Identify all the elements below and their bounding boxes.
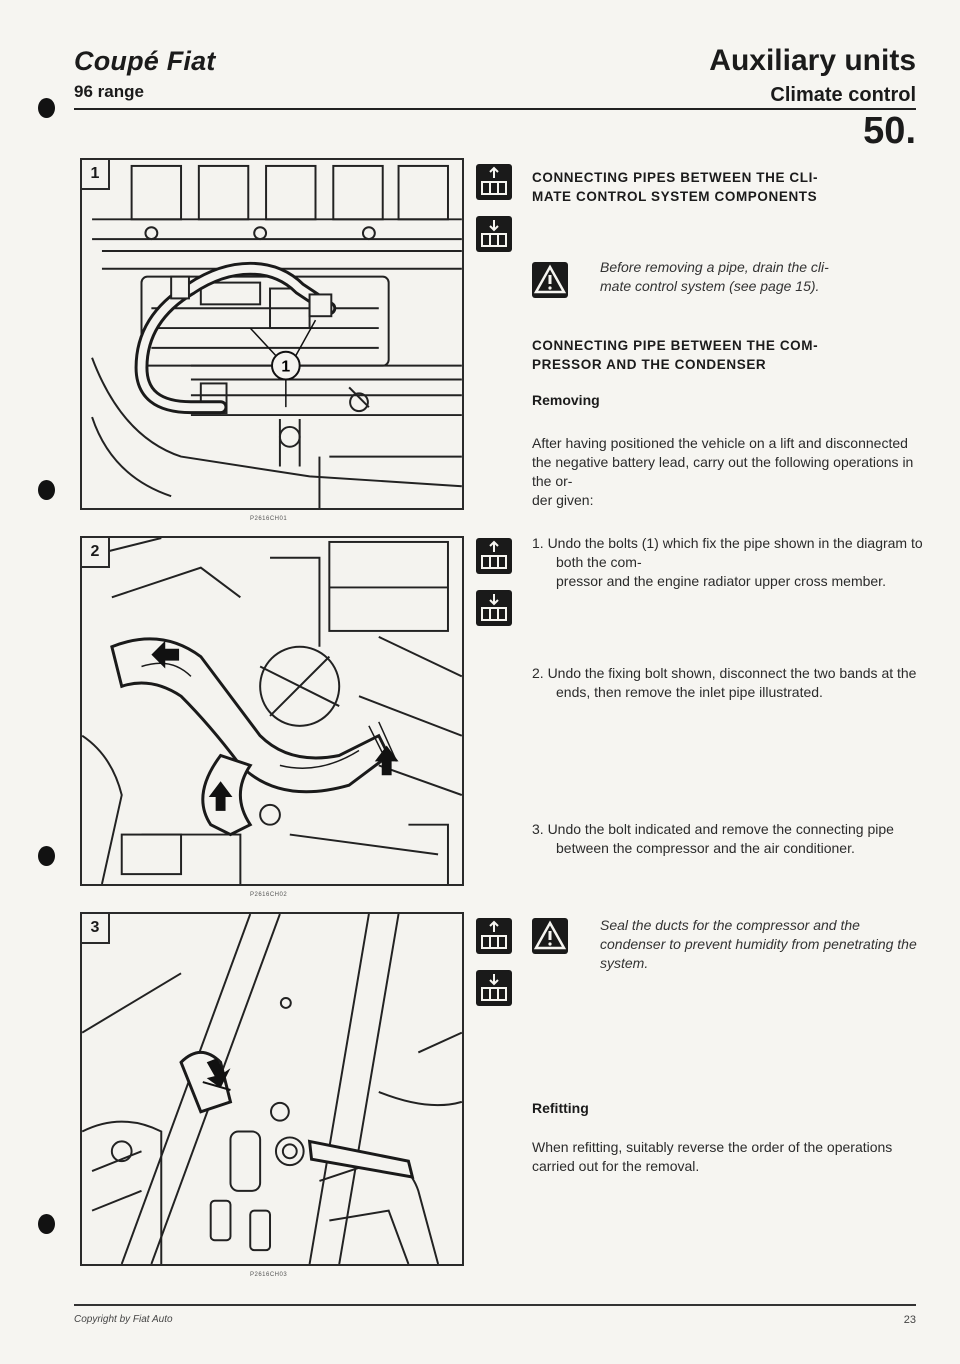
- figure-1-callout: 1: [281, 358, 291, 376]
- binder-hole-icon: [38, 846, 55, 866]
- binder-hole-icon: [38, 98, 55, 118]
- binder-hole-icon: [38, 480, 55, 500]
- section-heading: CONNECTING PIPES BETWEEN THE CLI- MATE CONTROL SYSTEM COMPONENTS: [532, 170, 819, 204]
- lift-pictogram-icon: [476, 164, 512, 200]
- pipe-sub-heading: CONNECTING PIPE BETWEEN THE COM- PRESSOR AND THE CONDENSER: [532, 338, 819, 372]
- refitting-text: When refitting, suitably reverse the order of the operations carried out for the removal.: [532, 1139, 893, 1174]
- figure-2-code: P2616CH02: [250, 892, 288, 898]
- figure-1-number: 1: [82, 160, 110, 190]
- manual-title: Coupé Fiat: [74, 46, 216, 76]
- lift-pictogram-icon: [476, 216, 512, 252]
- removing-intro: After having positioned the vehicle on a lift and disconnected the negative battery lead, carry out the following operations in the or- der given:: [532, 435, 914, 508]
- figure-3-connecting-pipe-diagram: [80, 912, 464, 1266]
- lift-pictogram-icon: [476, 918, 512, 954]
- figure-3-drawing: [82, 914, 462, 1264]
- figure-1-pipe-diagram: [80, 158, 464, 510]
- warning-triangle-icon: [532, 262, 568, 298]
- lift-pictogram-icon: [476, 590, 512, 626]
- footer-page-number: 23: [903, 1314, 916, 1326]
- figure-2-number: 2: [82, 538, 110, 568]
- footer-rule: [74, 1304, 916, 1306]
- figure-3-code: P2616CH03: [250, 1272, 288, 1278]
- warning-triangle-icon: [532, 918, 568, 954]
- header-rule: [74, 108, 916, 110]
- chapter-title: Auxiliary units: [709, 44, 916, 77]
- figure-1-drawing: [82, 160, 462, 508]
- figure-3-number: 3: [82, 914, 110, 944]
- seal-ducts-note: Seal the ducts for the compressor and the condenser to prevent humidity from penetrating the system.: [600, 917, 917, 971]
- footer-copyright: Copyright by Fiat Auto: [74, 1314, 173, 1325]
- chapter-subtitle: Climate control: [770, 84, 916, 106]
- drain-warning-note: Before removing a pipe, drain the cli- mate control system (see page 15).: [600, 259, 829, 294]
- figure-2-drawing: [82, 538, 462, 884]
- binder-hole-icon: [38, 1214, 55, 1234]
- manual-range: 96 range: [74, 82, 144, 101]
- section-number: 50.: [863, 110, 916, 152]
- figure-2-inlet-pipe-diagram: [80, 536, 464, 886]
- lift-pictogram-icon: [476, 538, 512, 574]
- lift-pictogram-icon: [476, 970, 512, 1006]
- refitting-heading: Refitting: [532, 1100, 589, 1116]
- removing-heading: Removing: [532, 392, 600, 408]
- removing-step-1: 1. Undo the bolts (1) which fix the pipe shown in the diagram to both the com- pressor and the engine radiator upper cross member.: [532, 535, 923, 589]
- removing-step-3: 3. Undo the bolt indicated and remove the connecting pipe between the compressor and the air conditioner.: [532, 821, 894, 856]
- removing-step-2: 2. Undo the fixing bolt shown, disconnect the two bands at the ends, then remove the inlet pipe illustrated.: [532, 665, 917, 700]
- figure-1-code: P2616CH01: [250, 516, 288, 522]
